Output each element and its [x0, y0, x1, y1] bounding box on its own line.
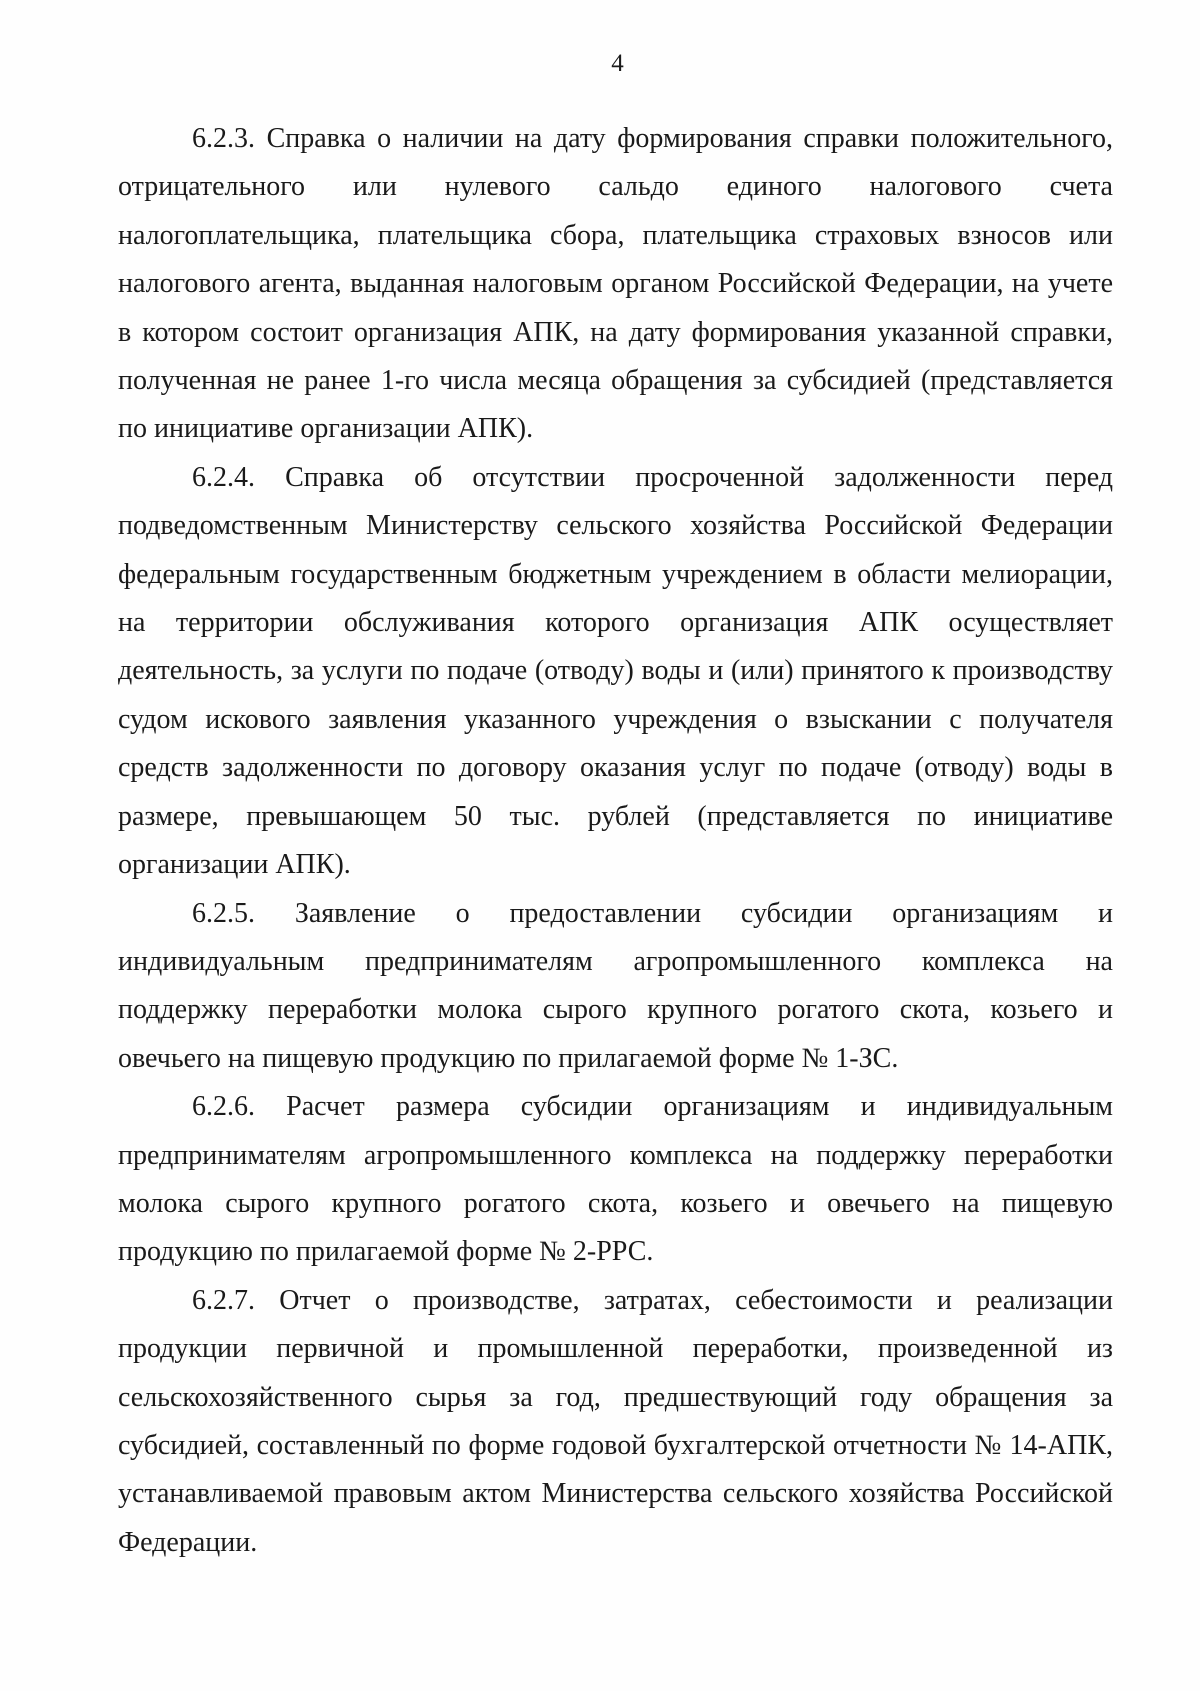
paragraph-number: 6.2.5. [192, 897, 255, 929]
paragraph-6-2-7 [118, 1277, 1113, 1567]
page-number: 4 [611, 50, 624, 77]
paragraph-text: Отчет о производстве, затратах, себестоимости и реализации продукции первичной и промышленной переработки, произведенной из сельскохозяйственного сырья за год, предшествующий году обращения за субсидией, составленный по форме годовой бухгалтерской отчетности № 14-АПК, устанавливаемой правовым актом Министерства сельского хозяйства Российской Федерации. [118, 1284, 1113, 1558]
paragraph-text: Заявление о предоставлении субсидии организациям и индивидуальным предпринимателям агропромышленного комплекса на поддержку переработки молока сырого крупного рогатого скота, козьего и овечьего на пищевую продукцию по прилагаемой форме № 1-ЗС. [118, 897, 1114, 1074]
paragraph-number: 6.2.4. [192, 461, 255, 493]
paragraph-text: Справка об отсутствии просроченной задолженности перед подведомственным Министерству сельского хозяйства Российской Федерации федеральным государственным бюджетным учреждением в области мелиорации, на территории обслуживания которого организация АПК осуществляет деятельность, за услуги по подаче (отводу) воды и (или) принятого к производству судом искового заявления указанного учреждения о взыскании с получателя средств задолженности по договору оказания услуг по подаче (отводу) воды в размере, превышающем 50 тыс. рублей (представляется по инициативе организации АПК). [118, 461, 1114, 881]
paragraph-6-2-5 [118, 890, 1113, 1084]
paragraph-number: 6.2.3. [192, 123, 255, 154]
paragraph-6-2-6 [118, 1083, 1113, 1277]
paragraph-number: 6.2.6. [192, 1091, 255, 1123]
paragraph-number: 6.2.7. [192, 1284, 255, 1316]
paragraph-6-2-3 [118, 115, 1113, 454]
paragraph-6-2-4 [118, 454, 1113, 890]
paragraph-text: Расчет размера субсидии организациям и индивидуальным предпринимателям агропромышленного комплекса на поддержку переработки молока сырого крупного рогатого скота, козьего и овечьего на пищевую продукцию по прилагаемой форме № 2-РРС. [118, 1091, 1113, 1268]
document-body [118, 115, 1113, 1567]
paragraph-text: Справка о наличии на дату формирования справки положительного, отрицательного или нулевого сальдо единого налогового счета налогоплательщика, плательщика сбора, плательщика страховых взносов или налогового агента, выданная налоговым органом Российской Федерации, на учете в котором состоит организация АПК, на дату формирования указанной справки, полученная не ранее 1-го числа месяца обращения за субсидией (представляется по инициативе организации АПК). [118, 123, 1114, 445]
